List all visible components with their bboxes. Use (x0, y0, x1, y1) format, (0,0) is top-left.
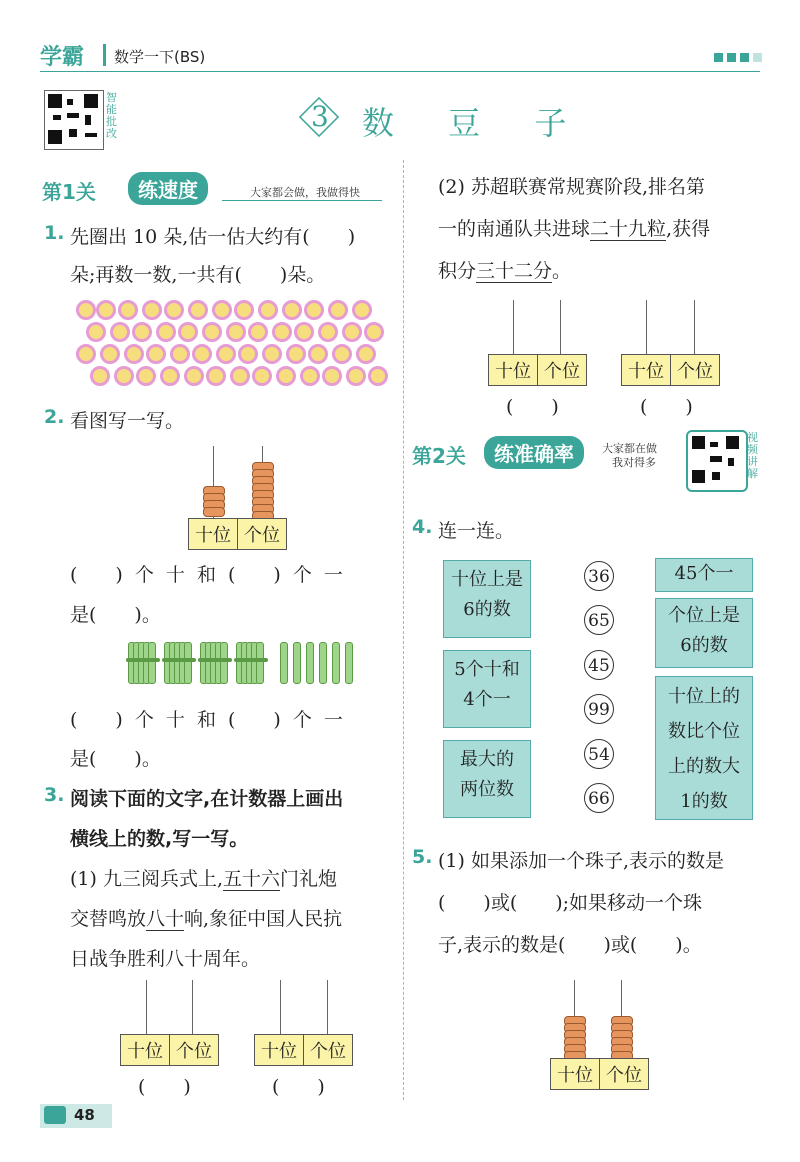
flower-icon (170, 344, 190, 364)
q2-answer-a2: 是( )。 (70, 604, 161, 626)
flower-icon (226, 322, 246, 342)
loose-stick (293, 642, 301, 684)
qr-caption: 智能批改 (106, 91, 117, 140)
q4-title: 连一连。 (438, 520, 515, 542)
q3-p2-line3: 积分三十二分。 (438, 260, 572, 282)
header-square (740, 53, 749, 62)
tens-label: 十位 (127, 1041, 163, 1062)
loose-stick (345, 642, 353, 684)
number-circle[interactable]: 65 (584, 605, 614, 635)
q5-line3: 子,表示的数是( )或( )。 (438, 934, 702, 956)
flower-icon (272, 322, 292, 342)
number-circle[interactable]: 36 (584, 561, 614, 591)
q3-p2-line1: (2) 苏超联赛常规赛阶段,排名第 (438, 176, 705, 198)
flower-icon (164, 300, 184, 320)
bundle-stick (148, 642, 156, 684)
q5-number: 5. (412, 846, 433, 868)
counter-rod (192, 980, 193, 1036)
underline-56: 五十六 (223, 868, 281, 890)
counter-box-32[interactable] (621, 354, 720, 386)
flower-icon (192, 344, 212, 364)
ones-label: 个位 (537, 355, 586, 385)
flower-icon (304, 300, 324, 320)
flower-icon (202, 322, 222, 342)
level-1-rule (222, 200, 382, 201)
flower-icon (258, 300, 278, 320)
flower-icon (184, 366, 204, 386)
tens-label: 十位 (195, 525, 231, 546)
pencil-icon (44, 1106, 66, 1124)
tens-label: 十位 (628, 361, 664, 382)
flower-icon (132, 322, 152, 342)
q2-answer-b1: ( ) 个 十 和 ( ) 个 一 (70, 709, 343, 731)
header-square (753, 53, 762, 62)
loose-stick (280, 642, 288, 684)
counter-rod (694, 300, 695, 356)
tens-label: 十位 (495, 361, 531, 382)
bundle-stick (220, 642, 228, 684)
number-circle[interactable]: 66 (584, 783, 614, 813)
brand-divider (103, 44, 106, 66)
number-circle[interactable]: 45 (584, 650, 614, 680)
tens-label: 十位 (557, 1065, 593, 1086)
flower-icon (262, 344, 282, 364)
flower-icon (342, 322, 362, 342)
counter-rod (327, 980, 328, 1036)
flower-icon (118, 300, 138, 320)
counter-rod (513, 300, 514, 356)
video-qr-caption: 视频讲解 (747, 431, 758, 480)
flower-icon (356, 344, 376, 364)
counter-box-56[interactable] (120, 1034, 219, 1066)
flower-icon (96, 300, 116, 320)
flower-icon (212, 300, 232, 320)
counter-rod (146, 980, 147, 1036)
q3-p1-line3: 日战争胜利八十周年。 (70, 948, 261, 970)
flower-icon (332, 344, 352, 364)
level-2-pill: 练准确率 (484, 436, 584, 469)
header-square (727, 53, 736, 62)
flower-icon (364, 322, 384, 342)
flower-icon (142, 300, 162, 320)
flower-icon (160, 366, 180, 386)
counter-rod (560, 300, 561, 356)
flower-icon (322, 366, 342, 386)
level-1-label: 第1关 (42, 180, 96, 204)
match-card-left[interactable]: 最大的 两位数 (443, 740, 531, 818)
q3-p1-line2: 交替鸣放八十响,象征中国人民抗 (70, 908, 343, 930)
column-divider (403, 160, 404, 1100)
level-2-tag2: 我对得多 (612, 456, 656, 469)
flower-icon (206, 366, 226, 386)
bundle-tie (162, 658, 196, 662)
underline-80: 八十 (146, 908, 185, 930)
q3-p2-line2: 一的南通队共进球二十九粒,获得 (438, 218, 711, 240)
place-value-box (550, 1058, 649, 1090)
level-1-pill: 练速度 (128, 172, 208, 205)
flower-field (76, 300, 386, 392)
q4-number: 4. (412, 516, 433, 538)
flower-icon (86, 322, 106, 342)
q3-title2: 横线上的数,写一写。 (70, 828, 249, 850)
answer-paren[interactable]: ( ) (272, 1076, 325, 1098)
flower-icon (252, 366, 272, 386)
bundle-tie (234, 658, 268, 662)
loose-stick (319, 642, 327, 684)
flower-icon (318, 322, 338, 342)
flower-icon (238, 344, 258, 364)
flower-icon (368, 366, 388, 386)
q1-line1: 先圈出 10 朵,估一估大约有( ) (70, 226, 356, 248)
ones-label: 个位 (670, 355, 719, 385)
number-circle[interactable]: 54 (584, 739, 614, 769)
answer-paren[interactable]: ( ) (640, 396, 693, 418)
flower-icon (286, 344, 306, 364)
q2-answer-b2: 是( )。 (70, 748, 161, 770)
section-title: 数 豆 子 (362, 104, 589, 142)
bundle-stick (256, 642, 264, 684)
match-card-right[interactable]: 45个一 (655, 558, 753, 592)
page-number: 48 (74, 1106, 95, 1124)
q3-number: 3. (44, 784, 65, 806)
counter-box-80[interactable] (254, 1034, 353, 1066)
q2-number: 2. (44, 406, 65, 428)
video-qr-code-icon[interactable] (686, 430, 748, 492)
match-card-right[interactable]: 十位上的 数比个位 上的数大 1的数 (655, 676, 753, 820)
level-2-label: 第2关 (412, 444, 466, 468)
loose-stick (332, 642, 340, 684)
flower-icon (230, 366, 250, 386)
match-card-left[interactable]: 5个十和 4个一 (443, 650, 531, 728)
counter-rod (646, 300, 647, 356)
answer-paren[interactable]: ( ) (506, 396, 559, 418)
q5-line2: ( )或( );如果移动一个珠 (438, 892, 703, 914)
flower-icon (178, 322, 198, 342)
match-card-right[interactable]: 个位上是 6的数 (655, 598, 753, 668)
bundle-tie (198, 658, 232, 662)
flower-icon (328, 300, 348, 320)
brand-logo: 学霸 (40, 45, 85, 70)
q3-p1-line1: (1) 九三阅兵式上,五十六门礼炮 (70, 868, 338, 890)
q2-answer-a1: ( ) 个 十 和 ( ) 个 一 (70, 564, 343, 586)
level-2-tag1: 大家都在做 (602, 442, 657, 455)
number-circle[interactable]: 99 (584, 694, 614, 724)
tens-label: 十位 (261, 1041, 297, 1062)
match-card-left[interactable]: 十位上是 6的数 (443, 560, 531, 638)
section-number: 3 (311, 100, 329, 133)
flower-icon (294, 322, 314, 342)
flower-icon (308, 344, 328, 364)
flower-icon (100, 344, 120, 364)
loose-stick (306, 642, 314, 684)
q1-number: 1. (44, 222, 65, 244)
header-square (714, 53, 723, 62)
flower-icon (248, 322, 268, 342)
flower-icon (300, 366, 320, 386)
level-1-tag: 大家都会做，我做得快 (250, 186, 360, 199)
flower-icon (136, 366, 156, 386)
ones-label: 个位 (303, 1035, 352, 1065)
flower-icon (110, 322, 130, 342)
underline-32: 三十二分 (476, 260, 553, 282)
q3-title1: 阅读下面的文字,在计数器上画出 (70, 788, 344, 810)
flower-icon (216, 344, 236, 364)
ones-label: 个位 (599, 1059, 648, 1089)
q2-title: 看图写一写。 (70, 410, 185, 432)
book-title: 数学一下(BS) (114, 48, 206, 66)
flower-icon (282, 300, 302, 320)
flower-icon (90, 366, 110, 386)
bundle-tie (126, 658, 160, 662)
flower-icon (346, 366, 366, 386)
ones-label: 个位 (169, 1035, 218, 1065)
flower-icon (146, 344, 166, 364)
q1-line2: 朵;再数一数,一共有( )朵。 (70, 264, 326, 286)
flower-icon (124, 344, 144, 364)
flower-icon (188, 300, 208, 320)
flower-icon (276, 366, 296, 386)
flower-icon (76, 344, 96, 364)
flower-icon (156, 322, 176, 342)
place-value-box (188, 518, 287, 550)
header-rule (40, 71, 760, 72)
ones-label: 个位 (237, 519, 286, 549)
qr-code-icon[interactable] (44, 90, 104, 150)
flower-icon (76, 300, 96, 320)
q5-line1: (1) 如果添加一个珠子,表示的数是 (438, 850, 724, 872)
abacus-bead (203, 507, 225, 517)
answer-paren[interactable]: ( ) (138, 1076, 191, 1098)
flower-icon (234, 300, 254, 320)
counter-box-29[interactable] (488, 354, 587, 386)
flower-icon (114, 366, 134, 386)
stick-bundles (128, 636, 378, 692)
bundle-stick (184, 642, 192, 684)
underline-29: 二十九粒 (590, 218, 667, 240)
flower-icon (352, 300, 372, 320)
counter-rod (280, 980, 281, 1036)
